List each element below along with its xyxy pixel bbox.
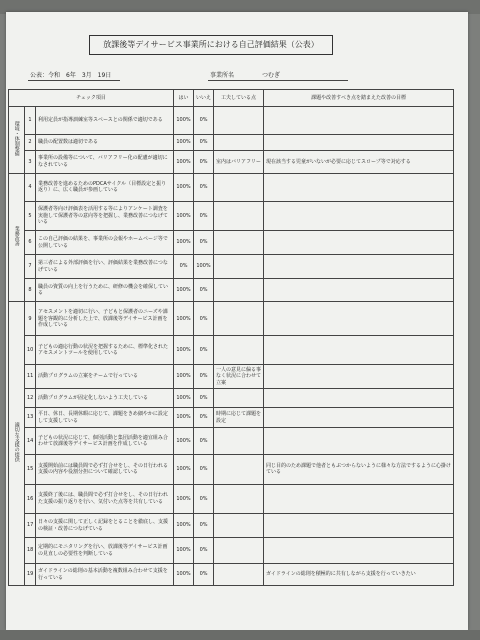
no-percent: 0% xyxy=(194,336,214,365)
row-number: 10 xyxy=(25,336,36,365)
yes-percent: 100% xyxy=(174,428,194,455)
office-label: 事業所名 xyxy=(210,72,235,79)
no-percent: 100% xyxy=(194,255,214,279)
photo-background-bottom xyxy=(0,630,480,640)
row-number: 3 xyxy=(25,151,36,174)
effort-note xyxy=(214,484,264,514)
row-number: 8 xyxy=(25,278,36,302)
issue-note: 現在該当する児童がいないが必要に応じてスロープ等で対応する xyxy=(264,151,454,174)
date-underline xyxy=(28,80,120,81)
category-label: 適切な支援の提供 xyxy=(13,422,20,463)
evaluation-table xyxy=(8,89,454,586)
no-percent: 0% xyxy=(194,107,214,135)
effort-note xyxy=(214,454,264,484)
yes-percent: 100% xyxy=(174,278,194,302)
effort-note xyxy=(214,107,264,135)
check-item: ガイドラインの総則の基本活動を複数組み合わせて支援を行っている xyxy=(36,564,174,586)
no-percent: 0% xyxy=(194,514,214,538)
header-no: いいえ xyxy=(194,90,214,107)
table-row xyxy=(9,454,454,484)
category-cell xyxy=(9,302,25,586)
issue-note xyxy=(264,202,454,231)
table-row xyxy=(9,255,454,279)
table-row xyxy=(9,564,454,586)
yes-percent: 100% xyxy=(174,364,194,389)
no-percent: 0% xyxy=(194,564,214,586)
table-row xyxy=(9,134,454,150)
effort-note xyxy=(214,302,264,336)
effort-note xyxy=(214,564,264,586)
check-item: 事業所の設備等について、バリアフリー化の配慮が適切になされている xyxy=(36,151,174,174)
check-item: 子どもの適応行動の状況を把握するために、標準化されたアセスメントツールを使用している xyxy=(36,336,174,365)
check-item: 支援終了後には、職員間で必ず打合せをし、その日行われた支援の振り返りを行い、気付いた点等を共有している xyxy=(36,484,174,514)
table-row xyxy=(9,173,454,202)
effort-note xyxy=(214,537,264,564)
yes-percent: 100% xyxy=(174,107,194,135)
effort-note xyxy=(214,173,264,202)
category-cell xyxy=(9,107,25,174)
no-percent: 0% xyxy=(194,278,214,302)
issue-note xyxy=(264,389,454,407)
yes-percent: 100% xyxy=(174,336,194,365)
row-number: 2 xyxy=(25,134,36,150)
yes-percent: 100% xyxy=(174,514,194,538)
table-row xyxy=(9,389,454,407)
no-percent: 0% xyxy=(194,202,214,231)
table-row xyxy=(9,428,454,455)
document-title: 放課後等デイサービス事業所における自己評価結果（公表） xyxy=(89,35,333,55)
yes-percent: 100% xyxy=(174,537,194,564)
effort-note xyxy=(214,230,264,255)
row-number: 19 xyxy=(25,564,36,586)
row-number: 13 xyxy=(25,407,36,427)
effort-note xyxy=(214,336,264,365)
row-number: 1 xyxy=(25,107,36,135)
row-number: 16 xyxy=(25,484,36,514)
table-row xyxy=(9,202,454,231)
issue-note: 同じ目的のため課題で他者ともぶつからないように様々な方法でするように心掛けている xyxy=(264,454,454,484)
no-percent: 0% xyxy=(194,484,214,514)
category-label: 業務改善 xyxy=(13,226,20,247)
table-row xyxy=(9,484,454,514)
check-item: 日々の支援に関して正しく記録をとることを徹底し、支援の検証・改善につなげている xyxy=(36,514,174,538)
effort-note xyxy=(214,514,264,538)
publication-date: 公表：令和 6年 3月 19日 xyxy=(30,72,112,79)
header-effort: 工夫している点 xyxy=(214,90,264,107)
check-item: 業務改善を進めるためのPDCAサイクル（目標設定と振り返り）に、広く職員が参画している xyxy=(36,173,174,202)
yes-percent: 0% xyxy=(174,255,194,279)
row-number: 4 xyxy=(25,173,36,202)
issue-note xyxy=(264,173,454,202)
row-number: 17 xyxy=(25,514,36,538)
issue-note xyxy=(264,428,454,455)
issue-note xyxy=(264,107,454,135)
yes-percent: 100% xyxy=(174,202,194,231)
table-row xyxy=(9,151,454,174)
table-body xyxy=(9,107,454,586)
category-cell xyxy=(9,173,25,302)
header-issues: 課題や改善すべき点を踏まえた改善の目標 xyxy=(264,90,454,107)
effort-note xyxy=(214,389,264,407)
table-row xyxy=(9,302,454,336)
yes-percent: 100% xyxy=(174,389,194,407)
row-number: 6 xyxy=(25,230,36,255)
effort-note xyxy=(214,428,264,455)
issue-note xyxy=(264,537,454,564)
no-percent: 0% xyxy=(194,302,214,336)
issue-note xyxy=(264,407,454,427)
row-number: 12 xyxy=(25,389,36,407)
row-number: 5 xyxy=(25,202,36,231)
no-percent: 0% xyxy=(194,537,214,564)
issue-note xyxy=(264,134,454,150)
issue-note xyxy=(264,302,454,336)
category-label: 環境・体制整備 xyxy=(13,121,20,156)
issue-note xyxy=(264,514,454,538)
check-item: 活動プログラムの立案をチームで行っている xyxy=(36,364,174,389)
table-row xyxy=(9,407,454,427)
table-row xyxy=(9,537,454,564)
issue-note xyxy=(264,336,454,365)
no-percent: 0% xyxy=(194,454,214,484)
check-item: 第三者による外部評価を行い、評価結果を業務改善につなげている xyxy=(36,255,174,279)
effort-note xyxy=(214,255,264,279)
office-underline xyxy=(208,80,348,81)
header-item: チェック項目 xyxy=(9,90,174,107)
check-item: 保護者等向け評価表を活用する等によりアンケート調査を実施して保護者等の意向等を把握し、業務改善につなげている xyxy=(36,202,174,231)
row-number: 11 xyxy=(25,364,36,389)
issue-note xyxy=(264,278,454,302)
no-percent: 0% xyxy=(194,173,214,202)
row-number: 9 xyxy=(25,302,36,336)
issue-note xyxy=(264,484,454,514)
yes-percent: 100% xyxy=(174,151,194,174)
yes-percent: 100% xyxy=(174,173,194,202)
office-name: つむぎ xyxy=(262,72,281,79)
effort-note: 時期に応じて課題を設定 xyxy=(214,407,264,427)
check-item: 職員の資質の向上を行うために、研修の機会を確保している xyxy=(36,278,174,302)
check-item: 職員の配置数は適切である xyxy=(36,134,174,150)
header-yes: はい xyxy=(174,90,194,107)
check-item: 子どもの状況に応じて、個別活動と集団活動を適宜組み合わせて放課後等デイサービス計画を作成している xyxy=(36,428,174,455)
effort-note xyxy=(214,202,264,231)
check-item: 定期的にモニタリングを行い、放課後等デイサービス計画の見直しの必要性を判断している xyxy=(36,537,174,564)
table-row xyxy=(9,278,454,302)
table-header-row xyxy=(9,90,454,107)
no-percent: 0% xyxy=(194,364,214,389)
no-percent: 0% xyxy=(194,389,214,407)
row-number: 7 xyxy=(25,255,36,279)
no-percent: 0% xyxy=(194,151,214,174)
row-number: 14 xyxy=(25,428,36,455)
row-number: 15 xyxy=(25,454,36,484)
issue-note xyxy=(264,230,454,255)
check-item: 利用定員が指導訓練室等スペースとの関係で適切である xyxy=(36,107,174,135)
no-percent: 0% xyxy=(194,230,214,255)
yes-percent: 100% xyxy=(174,134,194,150)
yes-percent: 100% xyxy=(174,484,194,514)
table-row xyxy=(9,514,454,538)
yes-percent: 100% xyxy=(174,454,194,484)
table-row xyxy=(9,364,454,389)
yes-percent: 100% xyxy=(174,230,194,255)
issue-note: ガイドラインの総則を積極的に共有しながら支援を行っていきたい xyxy=(264,564,454,586)
table-row xyxy=(9,336,454,365)
no-percent: 0% xyxy=(194,428,214,455)
issue-note xyxy=(264,255,454,279)
yes-percent: 100% xyxy=(174,302,194,336)
effort-note xyxy=(214,134,264,150)
effort-note: 一人の意見に偏る事なく状況に合わせて立案 xyxy=(214,364,264,389)
check-item: アセスメントを適切に行い、子どもと保護者のニーズや課題を客観的に分析した上で、放課後等デイサービス計画を作成している xyxy=(36,302,174,336)
effort-note: 室内はバリアフリー xyxy=(214,151,264,174)
no-percent: 0% xyxy=(194,407,214,427)
issue-note xyxy=(264,364,454,389)
check-item: この自己評価の結果を、事業所の会報やホームページ等で公開している xyxy=(36,230,174,255)
row-number: 18 xyxy=(25,537,36,564)
check-item: 平日、休日、長期休暇に応じて、課題をきめ細やかに設定して支援している xyxy=(36,407,174,427)
effort-note xyxy=(214,278,264,302)
yes-percent: 100% xyxy=(174,564,194,586)
yes-percent: 100% xyxy=(174,407,194,427)
check-item: 支援開始前には職員間で必ず打合せをし、その日行われる支援の内容や役割分担について確認している xyxy=(36,454,174,484)
table-row xyxy=(9,107,454,135)
table-row xyxy=(9,230,454,255)
check-item: 活動プログラムが固定化しないよう工夫している xyxy=(36,389,174,407)
no-percent: 0% xyxy=(194,134,214,150)
